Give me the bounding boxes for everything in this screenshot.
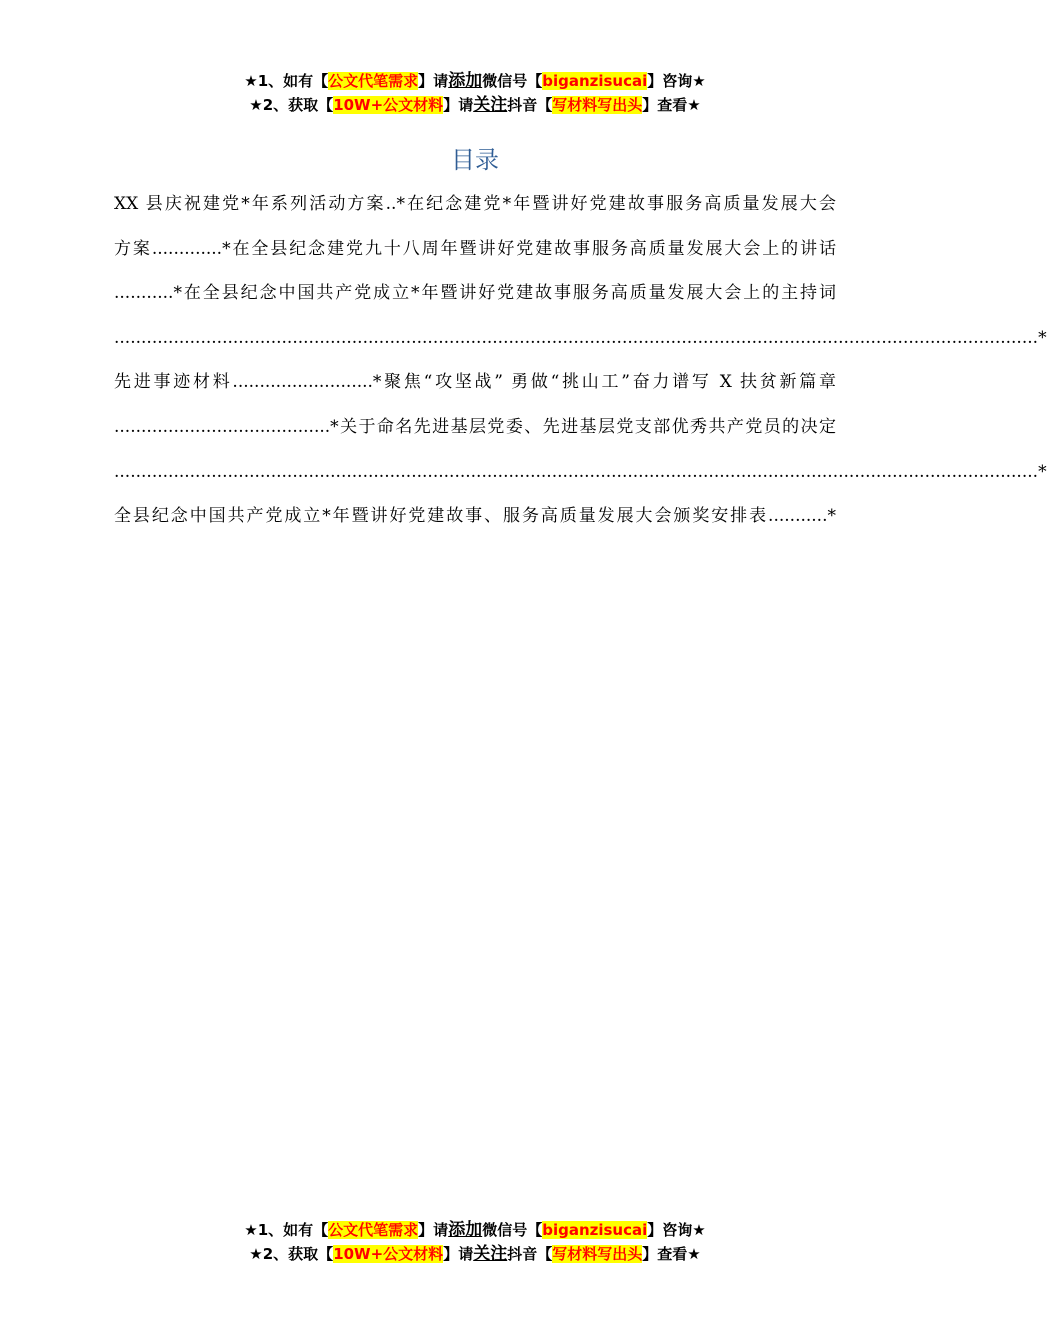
- highlight-materials: 10W+公文材料: [333, 96, 444, 114]
- highlight-service: 公文代笔需求: [328, 72, 419, 90]
- toc-line: 方案.............*在全县纪念建党九十八周年暨讲好党建故事服务高质量发展大会上的讲话: [114, 238, 836, 259]
- banner-line-1: ★1、如有【公文代笔需求】请添加微信号【biganzisucai】咨询★: [244, 71, 706, 91]
- toc-line: XX 县庆祝建党*年系列活动方案..*在纪念建党*年暨讲好党建故事服务高质量发展大会: [114, 194, 836, 214]
- toc-line: [114, 316, 1047, 361]
- toc-line: ...........*在全县纪念中国共产党成立*年暨讲好党建故事服务高质量发展大会上的主持词: [114, 283, 836, 304]
- toc-line: ........................................*关于命名先进基层党委、先进基层党支部优秀共产党员的决定: [114, 416, 836, 437]
- highlight-wechat-id: biganzisucai: [542, 72, 648, 90]
- toc-line: 全县纪念中国共产党成立*年暨讲好党建故事、服务高质量发展大会颁奖安排表...........*: [114, 506, 836, 527]
- highlight-wechat-id: biganzisucai: [542, 1221, 648, 1239]
- page-number: *: [1038, 461, 1047, 482]
- highlight-service: 公文代笔需求: [328, 1221, 419, 1239]
- banner-line-2: ★2、获取【10W+公文材料】请关注抖音【写材料写出头】查看★: [249, 95, 701, 115]
- dot-leader: ...........................................................................................................................................................................: [114, 461, 1039, 482]
- dot-leader: ...........................................................................................................................................................................: [114, 327, 1039, 348]
- highlight-douyin: 写材料写出头: [552, 96, 643, 114]
- footer-banner: [0, 1218, 950, 1266]
- banner-line-2: ★2、获取【10W+公文材料】请关注抖音【写材料写出头】查看★: [249, 1244, 701, 1264]
- page-title: 目录: [451, 146, 499, 174]
- toc-line: 先进事迹材料..........................*聚焦“攻坚战” 勇做“挑山工”奋力谱写 X 扶贫新篇章: [114, 372, 836, 393]
- header-banner: [0, 69, 950, 117]
- toc-line: [114, 450, 1047, 495]
- page-number: *: [1038, 327, 1047, 348]
- highlight-materials: 10W+公文材料: [333, 1245, 444, 1263]
- highlight-douyin: 写材料写出头: [552, 1245, 643, 1263]
- table-of-contents: [114, 182, 1047, 539]
- banner-line-1: ★1、如有【公文代笔需求】请添加微信号【biganzisucai】咨询★: [244, 1220, 706, 1240]
